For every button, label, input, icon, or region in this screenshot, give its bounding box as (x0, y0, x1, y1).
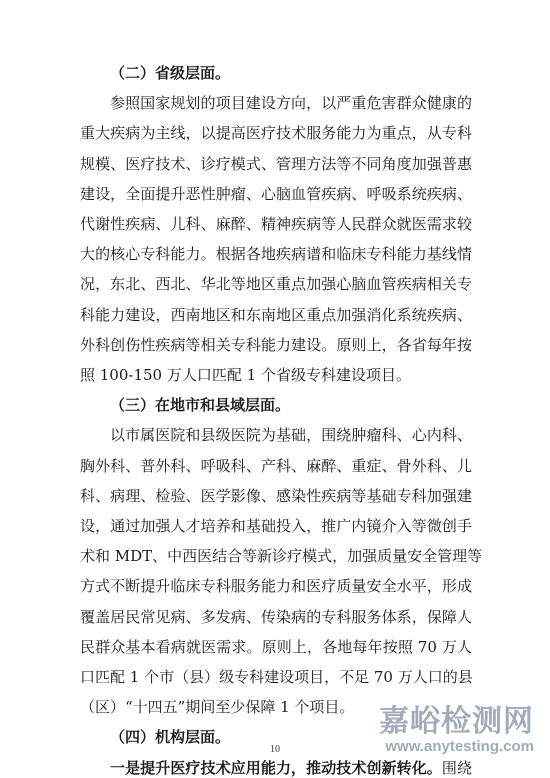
paragraph-line: 重大疾病为主线，以提高医疗技术服务能力为重点，从专科 (80, 124, 472, 142)
paragraph-line: 代谢性疾病、儿科、麻醉、精神疾病等人民群众就医需求较 (80, 215, 472, 233)
paragraph-line: 参照国家规划的项目建设方向，以严重危害群众健康的 (110, 94, 472, 112)
paragraph-line: 设，通过加强人才培养和基础投入，推广内镜介入等微创手 (80, 517, 472, 535)
paragraph-line: 覆盖居民常见病、多发病、传染病的专科服务体系，保障人 (80, 608, 472, 626)
paragraph-line: 口匹配 1 个市（县）级专科建设项目，不足 70 万人口的县 (80, 668, 473, 686)
paragraph-line: 外科创伤性疾病等相关专科能力建设。原则上，各省每年按 (80, 336, 472, 354)
section-heading: （二）省级层面。 (110, 64, 231, 82)
paragraph-line: 科能力建设，西南地区和东南地区重点加强消化系统疾病、 (80, 306, 472, 324)
paragraph-line: 民群众基本看病就医需求。原则上，各地每年按照 70 万人 (80, 638, 472, 656)
watermark (379, 704, 534, 755)
paragraph-line: 方式不断提升临床专科服务能力和医疗质量安全水平，形成 (80, 577, 472, 595)
paragraph-line: 术和 MDT、中西医结合等新诊疗模式，加强质量安全管理等 (80, 547, 483, 565)
watermark-text: 嘉峪检测网 (379, 704, 534, 739)
paragraph-line: 照 100-150 万人口匹配 1 个省级专科建设项目。 (80, 366, 411, 384)
paragraph-line: 胸外科、普外科、呼吸科、产科、麻醉、重症、骨外科、儿 (80, 457, 472, 475)
page-number: 10 (270, 744, 280, 755)
lead-rest-text: 围绕 (441, 759, 472, 777)
paragraph-line (110, 758, 472, 778)
paragraph-line: 大的核心专科能力。根据各地疾病谱和临床专科能力基线情 (80, 245, 472, 263)
paragraph-line: 科、病理、检验、医学影像、感染性疾病等基础专科加强建 (80, 487, 472, 505)
paragraph-line: 况，东北、西北、华北等地区重点加强心脑血管疾病相关专 (80, 275, 472, 293)
section-heading: （三）在地市和县域层面。 (110, 396, 291, 414)
bold-lead-text: 一是提升医疗技术应用能力，推动技术创新转化。 (110, 759, 442, 777)
paragraph-line: 规模、医疗技术、诊疗模式、管理方法等不同角度加强普惠 (80, 155, 472, 173)
section-heading: （四）机构层面。 (110, 728, 231, 746)
watermark-url: www.anytesting.com (385, 738, 534, 755)
paragraph-line: 建设，全面提升恶性肿瘤、心脑血管疾病、呼吸系统疾病、 (80, 185, 472, 203)
paragraph-line: （区）“十四五”期间至少保障 1 个项目。 (80, 698, 355, 716)
paragraph-line: 以市属医院和县级医院为基础，围绕肿瘤科、心内科、 (110, 426, 472, 444)
